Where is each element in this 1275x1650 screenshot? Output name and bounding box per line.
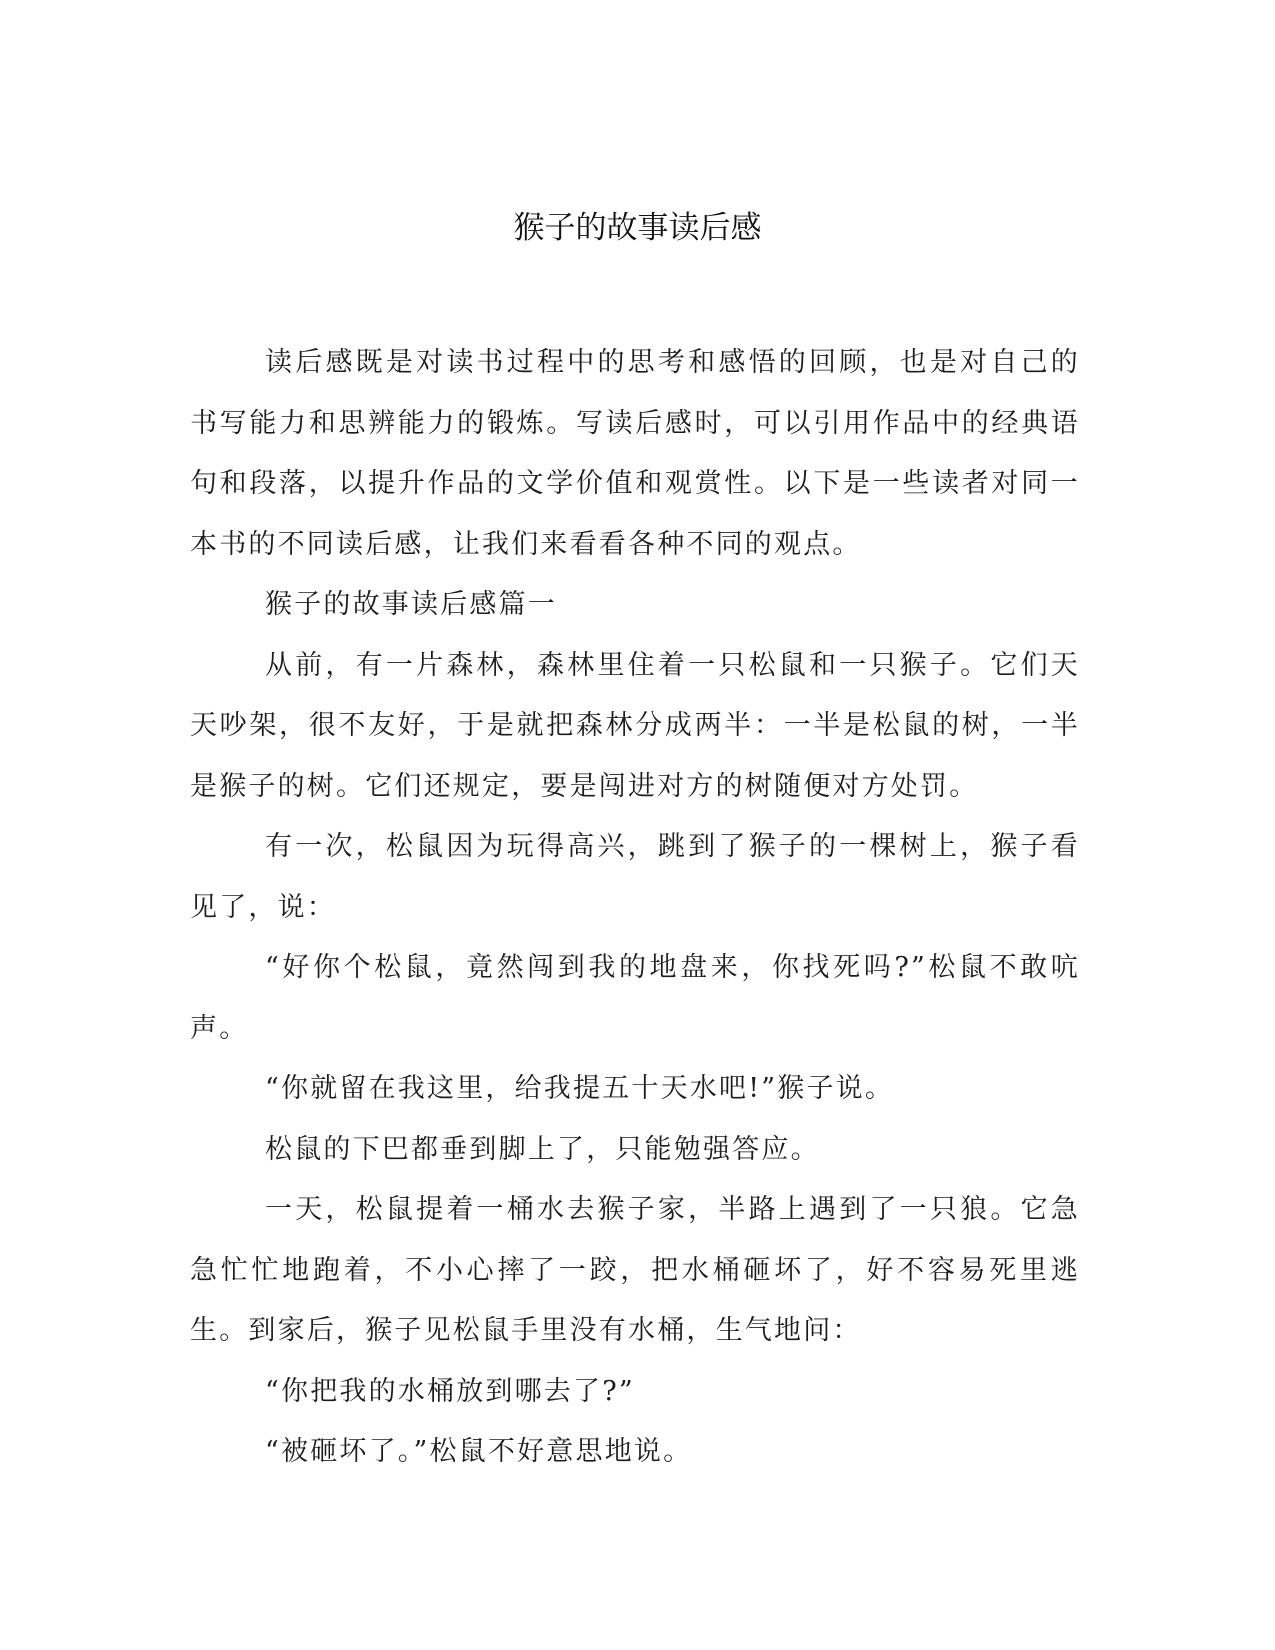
dialogue-paragraph: “好你个松鼠，竟然闯到我的地盘来，你找死吗?”松鼠不敢吭声。 [190, 952, 1080, 1044]
section-heading: 猴子的故事读后感篇一 [265, 589, 557, 620]
story-paragraph: 松鼠的下巴都垂到脚上了，只能勉强答应。 [265, 1133, 820, 1165]
story-paragraph: 从前，有一片森林，森林里住着一只松鼠和一只猴子。它们天天吵架，很不友好，于是就把森林分成两半：一半是松鼠的树，一半是猴子的树。它们还规定，要是闯进对方的树随便对方处罚。 [190, 649, 1080, 802]
story-paragraph: 一天，松鼠提着一桶水去猴子家，半路上遇到了一只狼。它急急忙忙地跑着，不小心摔了一跤，把水桶砸坏了，好不容易死里逃生。到家后，猴子见松鼠手里没有水桶，生气地问： [190, 1194, 1080, 1346]
dialogue-paragraph: “你就留在我这里，给我提五十天水吧!”猴子说。 [265, 1073, 895, 1104]
document-body [190, 333, 1080, 1483]
page-title: 猴子的故事读后感 [513, 210, 762, 246]
dialogue-paragraph: “你把我的水桶放到哪去了?” [265, 1375, 635, 1407]
dialogue-paragraph: “被砸坏了。”松鼠不好意思地说。 [265, 1436, 693, 1467]
story-paragraph: 有一次，松鼠因为玩得高兴，跳到了猴子的一棵树上，猴子看见了，说： [190, 831, 1080, 923]
intro-paragraph: 读后感既是对读书过程中的思考和感悟的回顾，也是对自己的书写能力和思辨能力的锻炼。写读后感时，可以引用作品中的经典语句和段落，以提升作品的文学价值和观赏性。以下是一些读者对同一本书的不同读后感，让我们来看看各种不同的观点。 [190, 347, 1080, 560]
